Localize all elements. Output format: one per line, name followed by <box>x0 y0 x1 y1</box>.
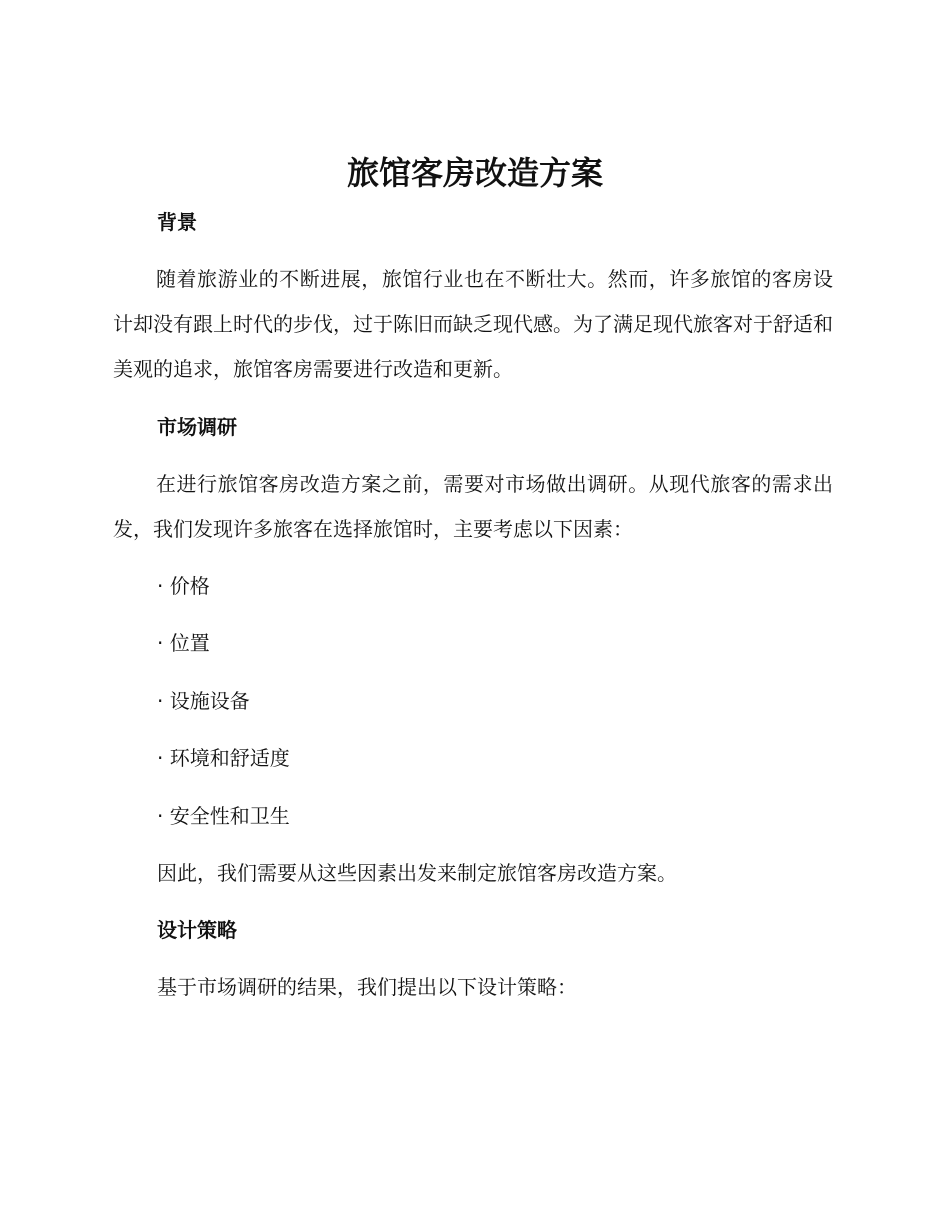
design-strategy-intro: 基于市场调研的结果，我们提出以下设计策略： <box>157 975 577 999</box>
section-heading-market-research: 市场调研 <box>157 415 237 439</box>
background-paragraph: 随着旅游业的不断进展，旅馆行业也在不断壮大。然而，许多旅馆的客房设计却没有跟上时代的步伐，过于陈旧而缺乏现代感。为了满足现代旅客对于舒适和美观的追求，旅馆客房需要进行改造和更新。 <box>113 267 833 381</box>
list-item: · 价格 <box>157 574 210 598</box>
list-item: · 设施设备 <box>157 689 250 713</box>
list-item: · 安全性和卫生 <box>157 804 290 828</box>
list-item: · 环境和舒适度 <box>157 746 290 770</box>
section-heading-design-strategy: 设计策略 <box>157 918 237 942</box>
market-research-conclusion: 因此，我们需要从这些因素出发来制定旅馆客房改造方案。 <box>157 861 677 885</box>
section-heading-background: 背景 <box>157 210 197 234</box>
page-title: 旅馆客房改造方案 <box>346 154 603 192</box>
market-research-paragraph: 在进行旅馆客房改造方案之前，需要对市场做出调研。从现代旅客的需求出发，我们发现许多旅客在选择旅馆时，主要考虑以下因素： <box>113 472 833 541</box>
list-item: · 位置 <box>157 631 210 655</box>
